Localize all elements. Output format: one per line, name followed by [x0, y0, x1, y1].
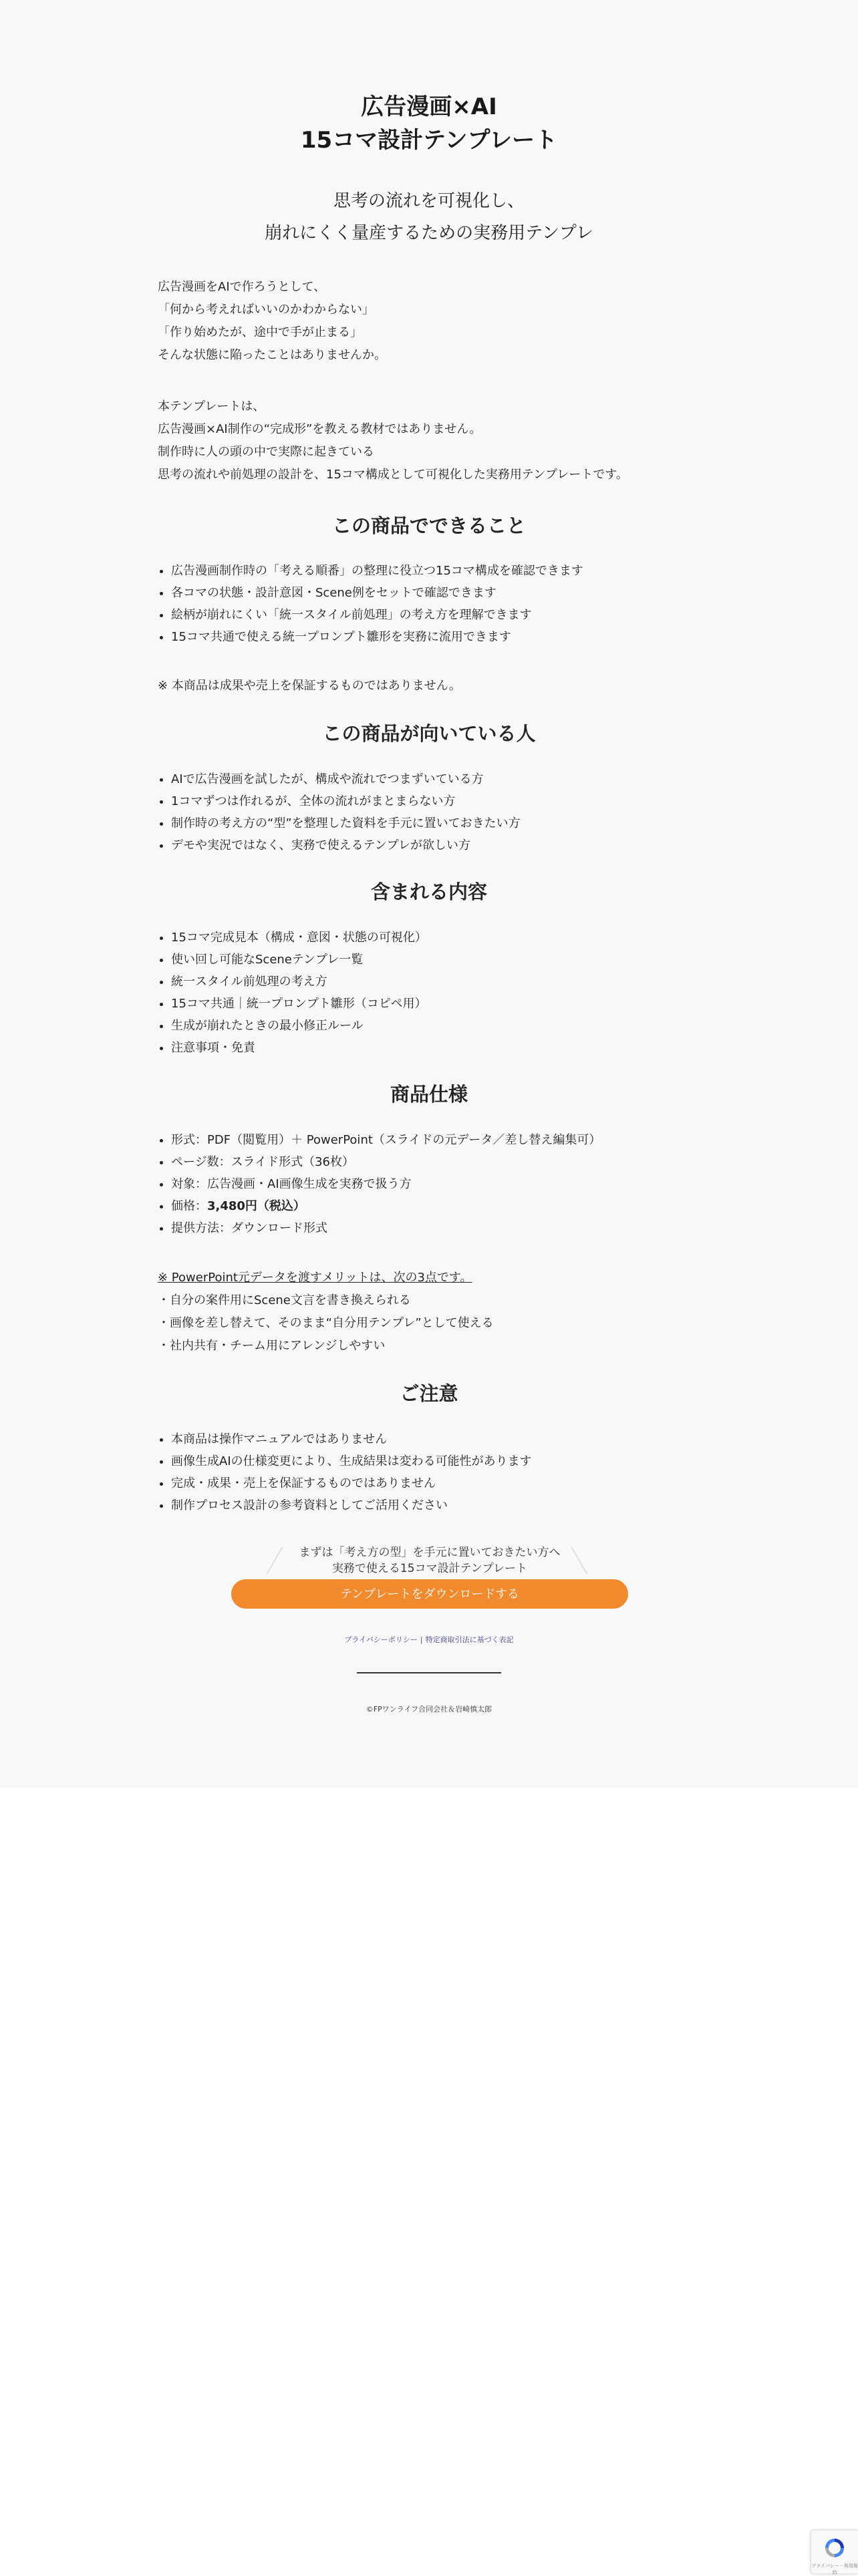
about-line: 広告漫画×AI制作の“完成形”を教える教材ではありません。	[158, 422, 482, 436]
list-item: • 画像生成AIの仕様変更により、生成結果は変わる可能性があります	[171, 1450, 706, 1472]
list-item: • 15コマ共通｜統一プロンプト雛形（コピペ用）	[171, 993, 706, 1015]
list-item: • 制作時の考え方の“型”を整理した資料を手元に置いておきたい方	[171, 812, 706, 834]
section-heading-spec: 商品仕様	[390, 1083, 468, 1106]
cta-area	[231, 1543, 628, 1610]
disclaimer-note: ※ 本商品は成果や売上を保証するものではありません。	[158, 679, 461, 693]
price-value: 3,480円（税込）	[207, 1199, 305, 1213]
lead-line1: 思考の流れを可視化し、	[333, 191, 525, 211]
about-line: 本テンプレートは、	[158, 399, 265, 414]
list-item: • 生成が崩れたときの最小修正ルール	[171, 1015, 706, 1037]
lead-line2: 崩れにくく量産するための実務用テンプレ	[265, 223, 593, 243]
list-item: • 対象：広告漫画・AI画像生成を実務で扱う方	[171, 1173, 706, 1195]
list-item: • 提供方法：ダウンロード形式	[171, 1217, 706, 1239]
footer-separator: |	[420, 1635, 423, 1644]
commercial-law-link[interactable]: 特定商取引法に基づく表記	[425, 1635, 514, 1644]
section-heading-target: この商品が向いている人	[322, 722, 536, 745]
intro-line: 「作り始めたが、途中で手が止まる」	[158, 325, 362, 339]
list-item: • 制作プロセス設計の参考資料としてご活用ください	[171, 1494, 706, 1516]
copyright: ©FPワンライフ合同会社＆岩崎慎太郎	[366, 1705, 492, 1714]
list-item: • 本商品は操作マニュアルではありません	[171, 1428, 706, 1450]
list-item: • 広告漫画制作時の「考える順番」の整理に役立つ15コマ構成を確認できます	[171, 560, 706, 582]
list-item: • デモや実況ではなく、実務で使えるテンプレが欲しい方	[171, 834, 706, 856]
contents-list	[158, 927, 706, 1059]
merit-heading: ※ PowerPoint元データを渡すメリットは、次の3点です。	[158, 1271, 472, 1285]
can-do-list	[158, 560, 706, 648]
page-title-line1: 広告漫画×AI	[361, 94, 497, 120]
section-heading-contents: 含まれる内容	[370, 880, 487, 903]
list-item: • 15コマ完成見本（構成・意図・状態の可視化）	[171, 927, 706, 949]
merit-line: ・社内共有・チーム用にアレンジしやすい	[158, 1339, 386, 1353]
recaptcha-logo-icon	[823, 2536, 847, 2560]
target-list	[158, 768, 706, 856]
list-item: • 15コマ共通で使える統一プロンプト雛形を実務に流用できます	[171, 626, 706, 648]
list-item: • 絵柄が崩れにくい「統一スタイル前処理」の考え方を理解できます	[171, 604, 706, 626]
list-item: • 完成・成果・売上を保証するものではありません	[171, 1472, 706, 1494]
footer-links	[0, 1634, 858, 1645]
price-item	[171, 1195, 706, 1217]
page-title-line2: 15コマ設計テンプレート	[300, 127, 558, 154]
list-item: • 注意事項・免責	[171, 1037, 706, 1059]
merit-line: ・画像を差し替えて、そのまま“自分用テンプレ”として使える	[158, 1316, 494, 1330]
download-template-button[interactable]: テンプレートをダウンロードする	[231, 1579, 628, 1609]
intro-line: 広告漫画をAIで作ろうとして、	[158, 280, 326, 294]
merit-line: ・自分の案件用にScene文言を書き換えられる	[158, 1293, 411, 1307]
list-item: • 各コマの状態・設計意図・Scene例をセットで確認できます	[171, 582, 706, 604]
list-item: • 統一スタイル前処理の考え方	[171, 971, 706, 993]
list-item: • AIで広告漫画を試したが、構成や流れでつまずいている方	[171, 768, 706, 790]
cta-caption-line1: まずは「考え方の型」を手元に置いておきたい方へ	[299, 1546, 561, 1559]
list-item: • 形式：PDF（閲覧用）＋ PowerPoint（スライドの元データ／差し替え編集可）	[171, 1129, 706, 1151]
about-line: 制作時に人の頭の中で実際に起きている	[158, 445, 374, 459]
recaptcha-text: プライバシー - 利用規約	[811, 2563, 858, 2575]
section-heading-can-do: この商品でできること	[331, 514, 526, 537]
price-label: 価格：	[171, 1199, 207, 1213]
intro-line: そんな状態に陥ったことはありませんか。	[158, 348, 386, 362]
about-line: 思考の流れや前処理の設計を、15コマ構成として可視化した実務用テンプレートです。	[158, 468, 628, 482]
notice-list	[158, 1428, 706, 1516]
recaptcha-badge[interactable]	[811, 2531, 858, 2573]
list-item: • ページ数：スライド形式（36枚）	[171, 1151, 706, 1173]
footer-divider	[357, 1672, 501, 1673]
cta-caption-line2: 実務で使える15コマ設計テンプレート	[331, 1562, 528, 1575]
cta-caption	[231, 1545, 628, 1577]
privacy-policy-link[interactable]: プライバシーポリシー	[344, 1635, 418, 1644]
list-item: • 1コマずつは作れるが、全体の流れがまとまらない方	[171, 790, 706, 812]
intro-line: 「何から考えればいいのかわからない」	[158, 303, 374, 317]
section-heading-notice: ご注意	[400, 1382, 458, 1405]
spec-list	[158, 1129, 706, 1239]
list-item: • 使い回し可能なSceneテンプレ一覧	[171, 949, 706, 971]
